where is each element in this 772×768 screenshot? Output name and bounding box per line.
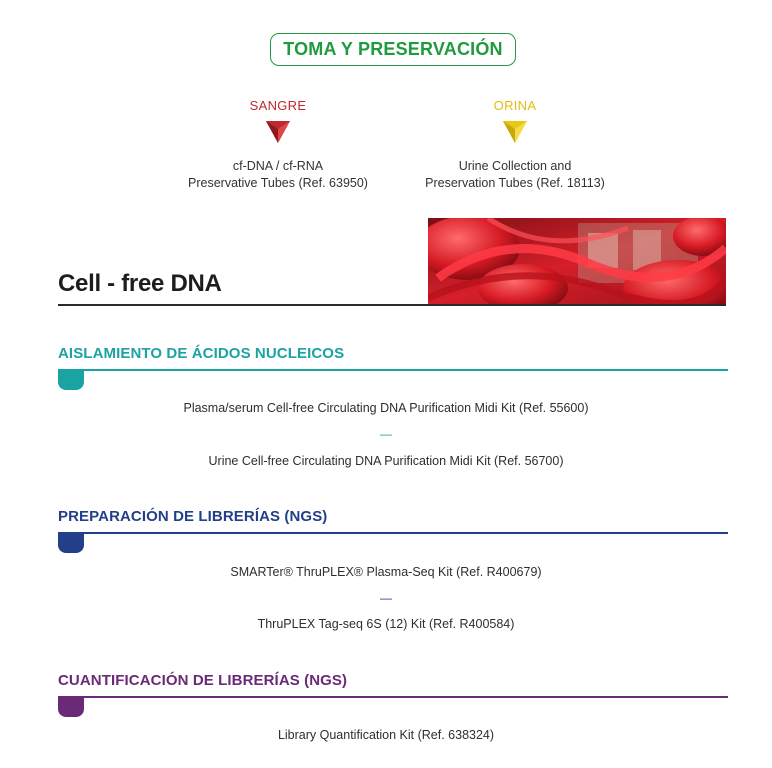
- banner-title: Cell - free DNA: [58, 270, 222, 297]
- product-item: Plasma/serum Cell-free Circulating DNA Purification Midi Kit (Ref. 55600): [183, 401, 589, 415]
- section-title-library-quant: CUANTIFICACIÓN DE LIBRERÍAS (NGS): [58, 672, 348, 689]
- item-separator: —: [380, 427, 392, 441]
- urine-line-1: Urine Collection and: [458, 159, 572, 173]
- urine-triangle-icon: [502, 119, 528, 145]
- item-separator: —: [380, 591, 392, 605]
- section-rule-isolation: [58, 369, 728, 371]
- header-title: TOMA Y PRESERVACIÓN: [283, 39, 503, 59]
- urine-line-2: Preservation Tubes (Ref. 18113): [425, 176, 605, 190]
- collection-blood: [148, 98, 408, 192]
- section-title-isolation: AISLAMIENTO DE ÁCIDOS NUCLEICOS: [58, 345, 345, 362]
- banner-divider: [58, 304, 726, 306]
- blood-label: SANGRE: [249, 98, 307, 113]
- product-item: SMARTer® ThruPLEX® Plasma-Seq Kit (Ref. R400679): [230, 565, 542, 579]
- blood-line-1: cf-DNA / cf-RNA: [232, 159, 324, 173]
- product-item: Library Quantification Kit (Ref. 638324): [277, 728, 495, 742]
- blood-cells-image: [428, 218, 726, 305]
- section-title-library-prep: PREPARACIÓN DE LIBRERÍAS (NGS): [58, 508, 328, 525]
- product-item: Urine Cell-free Circulating DNA Purification Midi Kit (Ref. 56700): [208, 454, 564, 468]
- product-item: ThruPLEX Tag-seq 6S (12) Kit (Ref. R400584): [257, 617, 515, 631]
- section-tab-library-prep: [58, 533, 84, 553]
- section-tab-isolation: [58, 370, 84, 390]
- blood-triangle-icon: [265, 119, 291, 145]
- section-header-pill: [270, 33, 516, 66]
- urine-label: ORINA: [493, 98, 537, 113]
- blood-line-2: Preservative Tubes (Ref. 63950): [188, 176, 368, 190]
- section-rule-library-prep: [58, 532, 728, 534]
- collection-urine: [385, 98, 645, 192]
- section-tab-library-quant: [58, 697, 84, 717]
- section-rule-library-quant: [58, 696, 728, 698]
